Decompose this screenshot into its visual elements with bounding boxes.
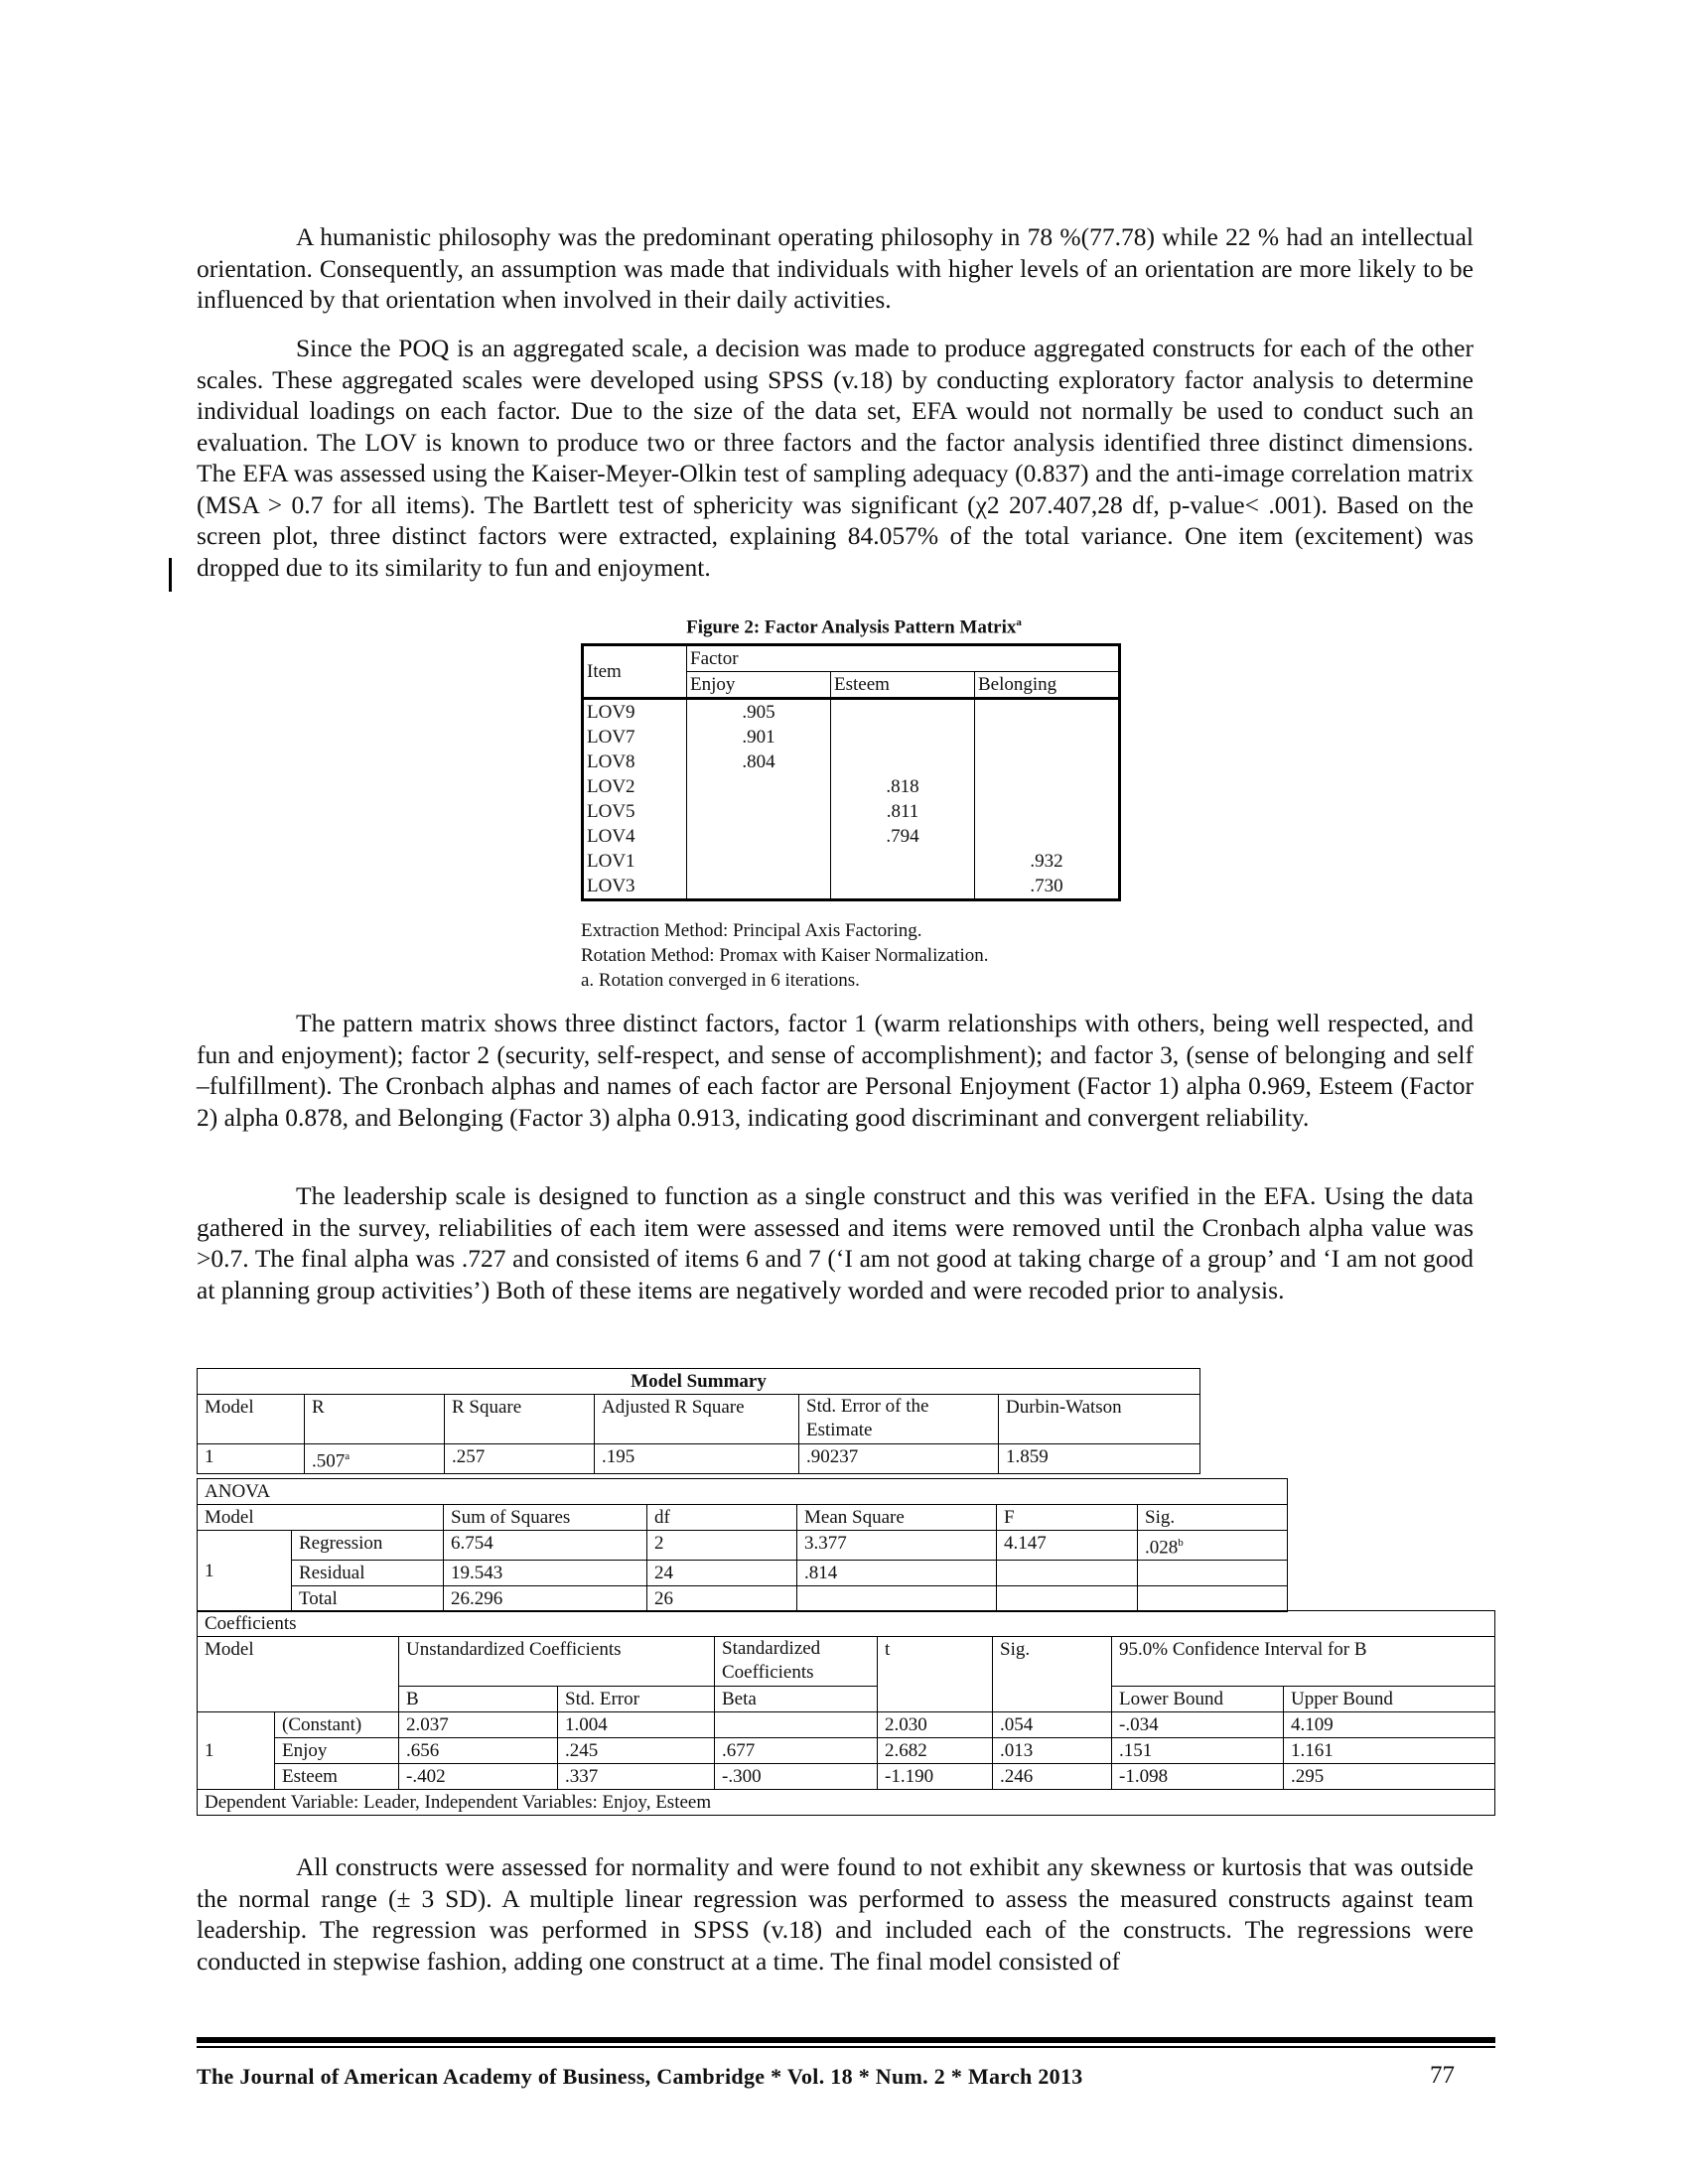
loading-cell-esteem [831,849,975,874]
factor-header: Factor [687,645,1120,672]
loading-cell-belonging [975,725,1120,750]
ms-cell: 1.859 [999,1444,1200,1474]
change-bar [169,558,172,592]
ms-cell: .90237 [799,1444,999,1474]
anova-model: 1 [198,1531,292,1612]
anova-header: Sig. [1138,1505,1288,1531]
paragraph-pattern-matrix: The pattern matrix shows three distinct factors, factor 1 (warm relationships with others, being well respected, and fun and enjoyment); factor 2 (security, self-respect, and sense of accomplishment); and factor 3, (sense of belonging and self –fulfillment). The Cronbach alphas and names of each factor are Personal Enjoyment (Factor 1) alpha 0.969, Esteem (Factor 2) alpha 0.878, and Belonging (Factor 3) alpha 0.913, indicating good discriminant and convergent reliability. [197,1009,1474,1132]
anova-title: ANOVA [198,1479,1288,1505]
anova-ss: 19.543 [444,1561,647,1586]
coef-label: Enjoy [275,1738,399,1764]
loading-cell-esteem: .818 [831,774,975,799]
item-cell: LOV8 [583,750,687,774]
item-cell: LOV4 [583,824,687,849]
ms-header: Model [198,1395,305,1444]
loading-cell-enjoy [687,799,831,824]
anova-label: Residual [292,1561,444,1586]
loading-cell-esteem [831,750,975,774]
ms-cell: .257 [445,1444,595,1474]
ms-cell: .195 [595,1444,799,1474]
anova-f: 4.147 [997,1531,1138,1561]
pattern-matrix-row [583,799,1120,824]
pattern-matrix-row [583,824,1120,849]
coef-header: Upper Bound [1284,1687,1495,1712]
item-header: Item [583,645,687,699]
ms-header: R [305,1395,445,1444]
coef-se: .337 [558,1764,715,1790]
coef-header: Std. Error [558,1687,715,1712]
paragraph-factor-analysis: Since the POQ is an aggregated scale, a decision was made to produce aggregated constructs for each of the other scales. These aggregated scales were developed using SPSS (v.18) by conducting exploratory factor analysis to determine individual loadings on each factor. Due to the size of the data set, EFA would not normally be used to conduct such an evaluation. The LOV is known to produce two or three factors and the factor analysis identified three distinct dimensions. The EFA was assessed using the Kaiser-Meyer-Olkin test of sampling adequacy (0.837) and the anti-image correlation matrix (MSA > 0.7 for all items). The Bartlett test of sphericity was significant (χ2 207.407,28 df, p-value< .001). Based on the screen plot, three distinct factors were extracted, explaining 84.057% of the total variance. One item (excitement) was dropped due to its similarity to fun and enjoyment. [197,334,1474,582]
coef-beta [715,1712,878,1738]
loading-cell-belonging: .932 [975,849,1120,874]
coef-header: Beta [715,1687,878,1712]
item-cell: LOV3 [583,874,687,900]
coef-se: .245 [558,1738,715,1764]
anova-header: Model [198,1505,444,1531]
item-cell: LOV9 [583,699,687,726]
anova-ss: 6.754 [444,1531,647,1561]
coef-header: Sig. [993,1637,1112,1712]
coefficients-footnote: Dependent Variable: Leader, Independent Variables: Enjoy, Esteem [198,1790,1495,1816]
coef-t: 2.682 [878,1738,993,1764]
loading-cell-belonging [975,774,1120,799]
ms-header: Adjusted R Square [595,1395,799,1444]
column-header: Enjoy [687,672,831,699]
anova-sig: .028$^b$ [1138,1531,1288,1561]
coef-upper: 1.161 [1284,1738,1495,1764]
footer-rule-thin [197,2046,1495,2048]
pattern-matrix-notes [581,918,989,993]
coef-lower: -1.098 [1112,1764,1284,1790]
paragraph-regression: All constructs were assessed for normality and were found to not exhibit any skewness or kurtosis that was outside the normal range (± 3 SD). A multiple linear regression was performed to assess the measured constructs against team leadership. The regression was performed in SPSS (v.18) and included each of the constructs. The regressions were conducted in stepwise fashion, adding one construct at a time. The final model consisted of [197,1852,1474,1976]
coef-label: Esteem [275,1764,399,1790]
coef-lower: -.034 [1112,1712,1284,1738]
loading-cell-enjoy: .901 [687,725,831,750]
model-summary-title: Model Summary [198,1369,1200,1395]
paragraph-leadership-scale: The leadership scale is designed to function as a single construct and this was verified in the EFA. Using the data gathered in the survey, reliabilities of each item were assessed and items were removed until the Cronbach alpha value was >0.7. The final alpha was .727 and consisted of items 6 and 7 (‘I am not good at taking charge of a group’ and ‘I am not good at planning group activities’) Both of these items are negatively worded and were recoded prior to analysis. [197,1181,1474,1304]
note: a. Rotation converged in 6 iterations. [581,970,860,991]
ms-header: R Square [445,1395,595,1444]
pattern-matrix-row [583,699,1120,726]
loading-cell-enjoy [687,849,831,874]
pattern-matrix-row [583,774,1120,799]
journal-footer: The Journal of American Academy of Business, Cambridge * Vol. 18 * Num. 2 * March 2013 [197,2064,1083,2089]
note: Rotation Method: Promax with Kaiser Normalization. [581,945,989,966]
loading-cell-esteem [831,725,975,750]
loading-cell-esteem [831,699,975,726]
coef-header: Unstandardized Coefficients [399,1637,715,1687]
anova-ms: 3.377 [797,1531,997,1561]
coef-upper: 4.109 [1284,1712,1495,1738]
coef-header: Standardized Coefficients [715,1637,878,1687]
anova-sig [1138,1586,1288,1612]
anova-df: 24 [647,1561,797,1586]
coef-header: Lower Bound [1112,1687,1284,1712]
loading-cell-esteem: .794 [831,824,975,849]
anova-f [997,1586,1138,1612]
loading-cell-enjoy: .905 [687,699,831,726]
coefficients-row [198,1738,1495,1764]
coefficients-table [197,1610,1495,1816]
anova-label: Total [292,1586,444,1612]
coef-header: 95.0% Confidence Interval for B [1112,1637,1495,1687]
anova-table [197,1478,1288,1612]
anova-row [198,1586,1288,1612]
anova-header: Sum of Squares [444,1505,647,1531]
coef-se: 1.004 [558,1712,715,1738]
coef-model: 1 [198,1712,275,1790]
loading-cell-belonging: .730 [975,874,1120,900]
anova-ms [797,1586,997,1612]
item-cell: LOV7 [583,725,687,750]
note: Extraction Method: Principal Axis Factoring. [581,920,922,941]
anova-header: df [647,1505,797,1531]
coef-sig: .013 [993,1738,1112,1764]
coefficients-row [198,1712,1495,1738]
ms-header: Durbin-Watson [999,1395,1200,1444]
anova-header: F [997,1505,1138,1531]
loading-cell-enjoy [687,824,831,849]
loading-cell-enjoy [687,774,831,799]
column-header: Esteem [831,672,975,699]
coef-b: .656 [399,1738,558,1764]
item-cell: LOV1 [583,849,687,874]
footer-rule-thick [197,2037,1495,2043]
loading-cell-belonging [975,750,1120,774]
coef-lower: .151 [1112,1738,1284,1764]
item-cell: LOV5 [583,799,687,824]
pattern-matrix-row [583,874,1120,900]
coef-label: (Constant) [275,1712,399,1738]
column-header: Belonging [975,672,1120,699]
coef-header: t [878,1637,993,1712]
anova-row [198,1561,1288,1586]
coef-b: 2.037 [399,1712,558,1738]
loading-cell-esteem: .811 [831,799,975,824]
anova-df: 26 [647,1586,797,1612]
anova-ss: 26.296 [444,1586,647,1612]
coef-upper: .295 [1284,1764,1495,1790]
loading-cell-enjoy [687,874,831,900]
pattern-matrix-row [583,750,1120,774]
coef-sig: .054 [993,1712,1112,1738]
coefficients-title: Coefficients [198,1611,1495,1637]
anova-label: Regression [292,1531,444,1561]
loading-cell-belonging [975,799,1120,824]
coef-b: -.402 [399,1764,558,1790]
paragraph-philosophy: A humanistic philosophy was the predominant operating philosophy in 78 %(77.78) while 22 % had an intellectual orientation. Consequently, an assumption was made that individuals with higher levels of an orientation are more likely to be influenced by that orientation when involved in their daily activities. [197,222,1474,314]
anova-df: 2 [647,1531,797,1561]
coef-sig: .246 [993,1764,1112,1790]
page-number: 77 [1430,2062,1455,2089]
pattern-matrix-row [583,849,1120,874]
coef-header: Model [198,1637,399,1712]
coef-t: -1.190 [878,1764,993,1790]
coef-beta: .677 [715,1738,878,1764]
model-summary-table [197,1368,1200,1474]
anova-ms: .814 [797,1561,997,1586]
anova-sig [1138,1561,1288,1586]
coef-header: B [399,1687,558,1712]
loading-cell-esteem [831,874,975,900]
anova-f [997,1561,1138,1586]
loading-cell-belonging [975,699,1120,726]
figure-2-title: Figure 2: Factor Analysis Pattern Matrix$^a$ [686,616,1022,638]
anova-row [198,1531,1288,1561]
coef-t: 2.030 [878,1712,993,1738]
coef-beta: -.300 [715,1764,878,1790]
ms-cell: 1 [198,1444,305,1474]
pattern-matrix-row [583,725,1120,750]
ms-cell: .507$^a$ [305,1444,445,1474]
item-cell: LOV2 [583,774,687,799]
ms-header: Std. Error of the Estimate [799,1395,999,1444]
loading-cell-belonging [975,824,1120,849]
loading-cell-enjoy: .804 [687,750,831,774]
pattern-matrix-table [581,643,1121,901]
anova-header: Mean Square [797,1505,997,1531]
coefficients-row [198,1764,1495,1790]
